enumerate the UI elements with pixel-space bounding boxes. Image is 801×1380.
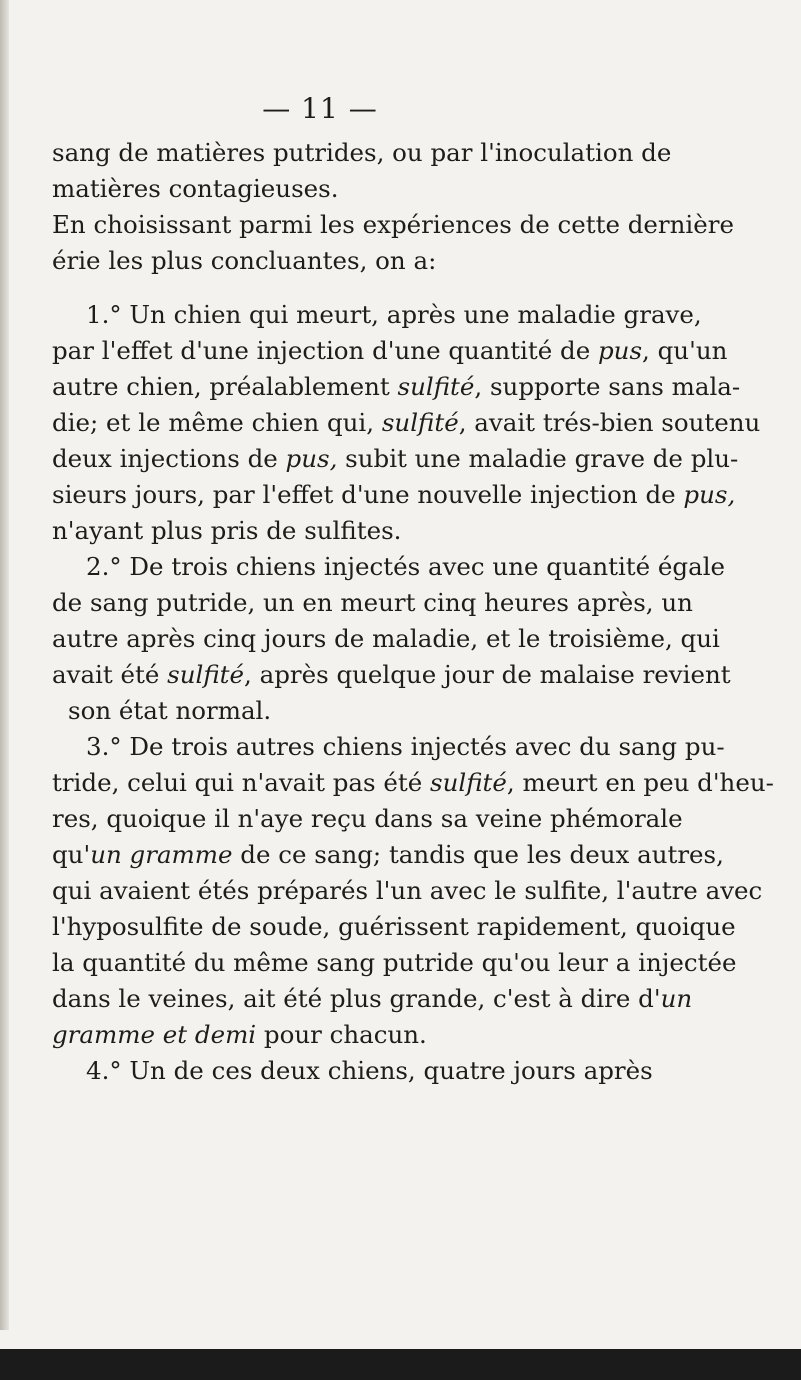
text-line: sieurs jours, par l'effet d'une nouvelle injection de pus, xyxy=(52,480,736,509)
text-line: En choisissant parmi les expériences de cette dernière xyxy=(52,210,734,239)
text-line: son état normal. xyxy=(68,696,272,725)
text-line: matières contagieuses. xyxy=(52,174,339,203)
text-line: qu'un gramme de ce sang; tandis que les deux autres, xyxy=(52,840,724,869)
text-line: die; et le même chien qui, sulfité, avait trés-bien soutenu xyxy=(52,408,761,437)
text-line: par l'effet d'une injection d'une quantité de pus, qu'un xyxy=(52,336,728,365)
text-line: deux injections de pus, subit une maladie grave de plu- xyxy=(52,444,739,473)
text-line: gramme et demi pour chacun. xyxy=(52,1020,427,1049)
page-number: — 11 — xyxy=(262,92,378,125)
text-line: res, quoique il n'aye reçu dans sa veine phémorale xyxy=(52,804,683,833)
text-line: autre après cinq jours de maladie, et le troisième, qui xyxy=(52,624,720,653)
text-line: de sang putride, un en meurt cinq heures après, un xyxy=(52,588,693,617)
text-line: avait été sulfité, après quelque jour de malaise revient xyxy=(52,660,731,689)
scan-edge xyxy=(0,1349,801,1380)
text-line: érie les plus concluantes, on a: xyxy=(52,246,437,275)
text-line: dans le veines, ait été plus grande, c'est à dire d'un xyxy=(52,984,693,1013)
text-line: n'ayant plus pris de sulfites. xyxy=(52,516,402,545)
text-line: qui avaient étés préparés l'un avec le sulfite, l'autre avec xyxy=(52,876,763,905)
text-line: tride, celui qui n'avait pas été sulfité, meurt en peu d'heu- xyxy=(52,768,774,797)
text-line: sang de matières putrides, ou par l'inoculation de xyxy=(52,138,672,167)
text-line: 3.° De trois autres chiens injectés avec du sang pu- xyxy=(86,732,725,761)
text-line: 1.° Un chien qui meurt, après une maladie grave, xyxy=(86,300,702,329)
text-line: l'hyposulfite de soude, guérissent rapidement, quoique xyxy=(52,912,736,941)
text-line: autre chien, préalablement sulfité, supporte sans mala- xyxy=(52,372,741,401)
text-line: 4.° Un de ces deux chiens, quatre jours après xyxy=(86,1056,653,1085)
text-line: 2.° De trois chiens injectés avec une quantité égale xyxy=(86,552,726,581)
page-gutter xyxy=(0,0,9,1330)
text-line: la quantité du même sang putride qu'ou leur a injectée xyxy=(52,948,737,977)
